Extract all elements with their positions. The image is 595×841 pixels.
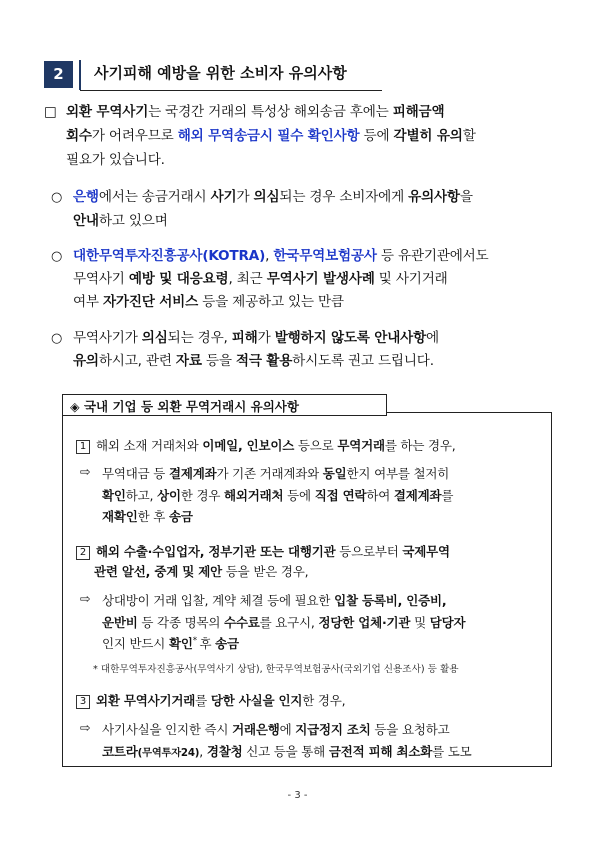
section-underline <box>80 90 382 91</box>
text-run: 관련 알선, 중계 및 제안 <box>94 564 223 579</box>
text-run: 해외 소재 거래처와 <box>96 438 203 453</box>
text-run: , 최근 <box>228 271 267 287</box>
text-run: 자가진단 서비스 <box>102 294 199 310</box>
intro-bullet: □ <box>44 104 57 120</box>
text-run: 할 <box>462 128 476 144</box>
text-run: * <box>192 635 200 646</box>
text-run: 담당자 <box>429 615 466 630</box>
item-bullet: ○ <box>51 249 63 264</box>
head-text <box>96 438 456 453</box>
text-run: 금전적 피해 최소화 <box>328 744 433 759</box>
text-run: 대한무역투자진흥공사(KOTRA) <box>73 248 266 264</box>
text-run: 안내 <box>73 213 99 229</box>
item-line <box>73 332 439 346</box>
text-run: 하시도록 권고 드립니다. <box>292 353 434 369</box>
text-run: 재확인 <box>102 509 138 524</box>
item-line <box>73 273 448 287</box>
text-run: 예방 및 대응요령 <box>128 271 229 287</box>
text-run: 가 <box>257 330 275 346</box>
text-run: 송금 <box>168 509 193 524</box>
text-run: 및 <box>410 615 430 630</box>
text-run: 필요가 있습니다. <box>66 152 165 168</box>
text-run: 를 도모 <box>432 744 472 759</box>
text-run: 등을 받은 경우, <box>222 564 309 579</box>
text-run: 및 사기거래 <box>374 271 448 287</box>
text-run: 의심 <box>253 189 280 205</box>
section-number: 2 <box>44 61 73 88</box>
box-line <box>102 591 446 609</box>
text-run: 인지 반드시 <box>102 636 169 651</box>
section-divider <box>79 60 81 90</box>
text-run: 등을 <box>201 353 236 369</box>
text-run: 상대방이 거래 입찰, 계약 체결 등에 필요한 <box>102 593 335 608</box>
intro-line-1 <box>66 106 444 120</box>
text-run: 에 <box>426 330 439 346</box>
text-run: 한 경우, <box>302 693 346 708</box>
arrow-icon: ⇨ <box>80 464 91 479</box>
text-run: 은행 <box>73 189 99 205</box>
number-badge: 3 <box>76 695 90 709</box>
text-run: 외환 무역사기거래 <box>96 693 196 708</box>
text-run: 를 하는 경우, <box>384 438 456 453</box>
text-run: 등에 <box>359 128 394 144</box>
text-run: 동일 <box>322 466 347 481</box>
box-section-2-head-cont <box>94 562 308 580</box>
text-run: 무역사기가 <box>73 330 142 346</box>
intro-line-2 <box>66 130 476 144</box>
text-run: 해외 수출·수입업자, 정부기관 또는 대행기관 <box>96 544 336 559</box>
text-run: 에 <box>279 722 296 737</box>
text-run: , <box>199 744 207 759</box>
box-line <box>102 486 453 504</box>
notice-box-title: ◈ 국내 기업 등 외환 무역거래시 유의사항 <box>70 399 299 414</box>
text-run: 국제무역 <box>402 544 450 559</box>
arrow-icon: ⇨ <box>80 591 91 606</box>
text-run: 무역거래 <box>337 438 385 453</box>
text-run: 사기사실을 인지한 즉시 <box>102 722 233 737</box>
item-line <box>73 355 434 369</box>
text-run: 경찰청 <box>206 744 243 759</box>
text-run: 입찰 등록비, 인증비, <box>334 593 447 608</box>
text-run: 유의사항 <box>408 189 460 205</box>
head-text <box>96 544 450 559</box>
head-text <box>96 693 345 708</box>
text-run: 여부 <box>73 294 103 310</box>
box-line <box>102 720 449 738</box>
arrow-icon: ⇨ <box>80 720 91 735</box>
text-run: 확인 <box>102 488 126 503</box>
text-run: 등 각종 명목의 <box>137 615 224 630</box>
box-line <box>102 507 193 525</box>
text-run: 되는 경우 소비자에게 <box>279 189 409 205</box>
text-run: 이메일, 인보이스 <box>202 438 295 453</box>
text-run: 한지 여부를 철저히 <box>346 466 450 481</box>
text-run: 의심 <box>141 330 168 346</box>
text-run: 각별히 유의 <box>393 128 463 144</box>
text-run: 코트라 <box>102 744 138 759</box>
item-line <box>73 296 344 310</box>
text-run: 하여 <box>366 488 394 503</box>
item-line <box>73 215 168 229</box>
text-run: (무역투자24) <box>137 747 200 759</box>
text-run: 등으로 <box>294 438 338 453</box>
text-run: 를 <box>195 693 211 708</box>
text-run: 송금 <box>215 636 239 651</box>
box-section-3-head <box>76 691 345 709</box>
text-run: , <box>265 248 274 264</box>
text-run: 피해금액 <box>392 104 445 120</box>
text-run: 피해 <box>231 330 258 346</box>
text-run: 상이 <box>157 488 181 503</box>
text-run: 하고 있으며 <box>98 213 168 229</box>
text-run: 무역사기 <box>73 271 129 287</box>
text-run: 한 후 <box>137 509 169 524</box>
text-run: 수수료 <box>224 615 260 630</box>
text-run: 회수 <box>66 128 92 144</box>
text-run: 에서는 송금거래시 <box>98 189 211 205</box>
text-run: 무역사기 발생사례 <box>266 271 375 287</box>
text-run: 사기 <box>210 189 237 205</box>
text-run: 등으로부터 <box>335 544 403 559</box>
text-run: 해외거래처 <box>224 488 284 503</box>
text-run: 정당한 업체·기관 <box>318 615 411 630</box>
text-run: 유의 <box>73 353 99 369</box>
text-run: 을 <box>459 189 473 205</box>
item-bullet: ○ <box>51 190 63 205</box>
item-line <box>73 191 473 205</box>
text-run: 발행하지 않도록 안내사항 <box>274 330 426 346</box>
box-line <box>102 464 449 482</box>
number-badge: 2 <box>76 546 90 560</box>
text-run: 적극 활용 <box>235 353 293 369</box>
page-number: - 3 - <box>287 790 308 801</box>
text-run: 해외 무역송금시 필수 확인사항 <box>177 128 360 144</box>
text-run: 무역대금 등 <box>102 466 169 481</box>
text-run: 후 <box>199 636 216 651</box>
text-run: 는 국경간 거래의 특성상 해외송금 후에는 <box>148 104 393 120</box>
box-section-1-head <box>76 436 456 454</box>
box-line <box>102 634 239 652</box>
section-title: 사기피해 예방을 위한 소비자 유의사항 <box>94 64 347 82</box>
text-run: 한 경우 <box>180 488 225 503</box>
box-line <box>102 742 472 760</box>
text-run: 자료 <box>175 353 202 369</box>
text-run: 한국무역보험공사 <box>273 248 377 264</box>
text-run: 가 <box>236 189 254 205</box>
footnote: * 대한무역투자진흥공사(무역사기 상담), 한국무역보험공사(국외기업 신용조사) 등 활용 <box>93 664 459 675</box>
text-run: 가 어려우므로 <box>91 128 178 144</box>
item-line <box>73 250 489 264</box>
text-run: 당한 사실을 인지 <box>210 693 303 708</box>
box-section-2-head <box>76 542 450 560</box>
text-run: 가 기존 거래계좌와 <box>216 466 323 481</box>
text-run: 지급정지 조치 <box>295 722 371 737</box>
text-run: 등 유관기관에서도 <box>376 248 489 264</box>
text-run: 외환 무역사기 <box>66 104 149 120</box>
text-run: 를 요구시, <box>259 615 319 630</box>
text-run: 확인 <box>168 636 193 651</box>
text-run: 를 <box>441 488 454 503</box>
box-line <box>102 613 465 631</box>
text-run: 운반비 <box>102 615 138 630</box>
text-run: 결제계좌 <box>393 488 442 503</box>
text-run: 하시고, 관련 <box>98 353 176 369</box>
text-run: 결제계좌 <box>168 466 217 481</box>
text-run: 되는 경우, <box>167 330 232 346</box>
text-run: 신고 등을 통해 <box>242 744 329 759</box>
text-run: 직접 연락 <box>314 488 367 503</box>
text-run: 하고, <box>125 488 158 503</box>
text-run: 등을 제공하고 있는 만큼 <box>198 294 344 310</box>
intro-line-3 <box>66 154 165 168</box>
number-badge: 1 <box>76 440 90 454</box>
item-bullet: ○ <box>51 331 63 346</box>
text-run: 등에 <box>283 488 315 503</box>
text-run: 거래은행 <box>232 722 280 737</box>
text-run: 등을 요청하고 <box>370 722 450 737</box>
